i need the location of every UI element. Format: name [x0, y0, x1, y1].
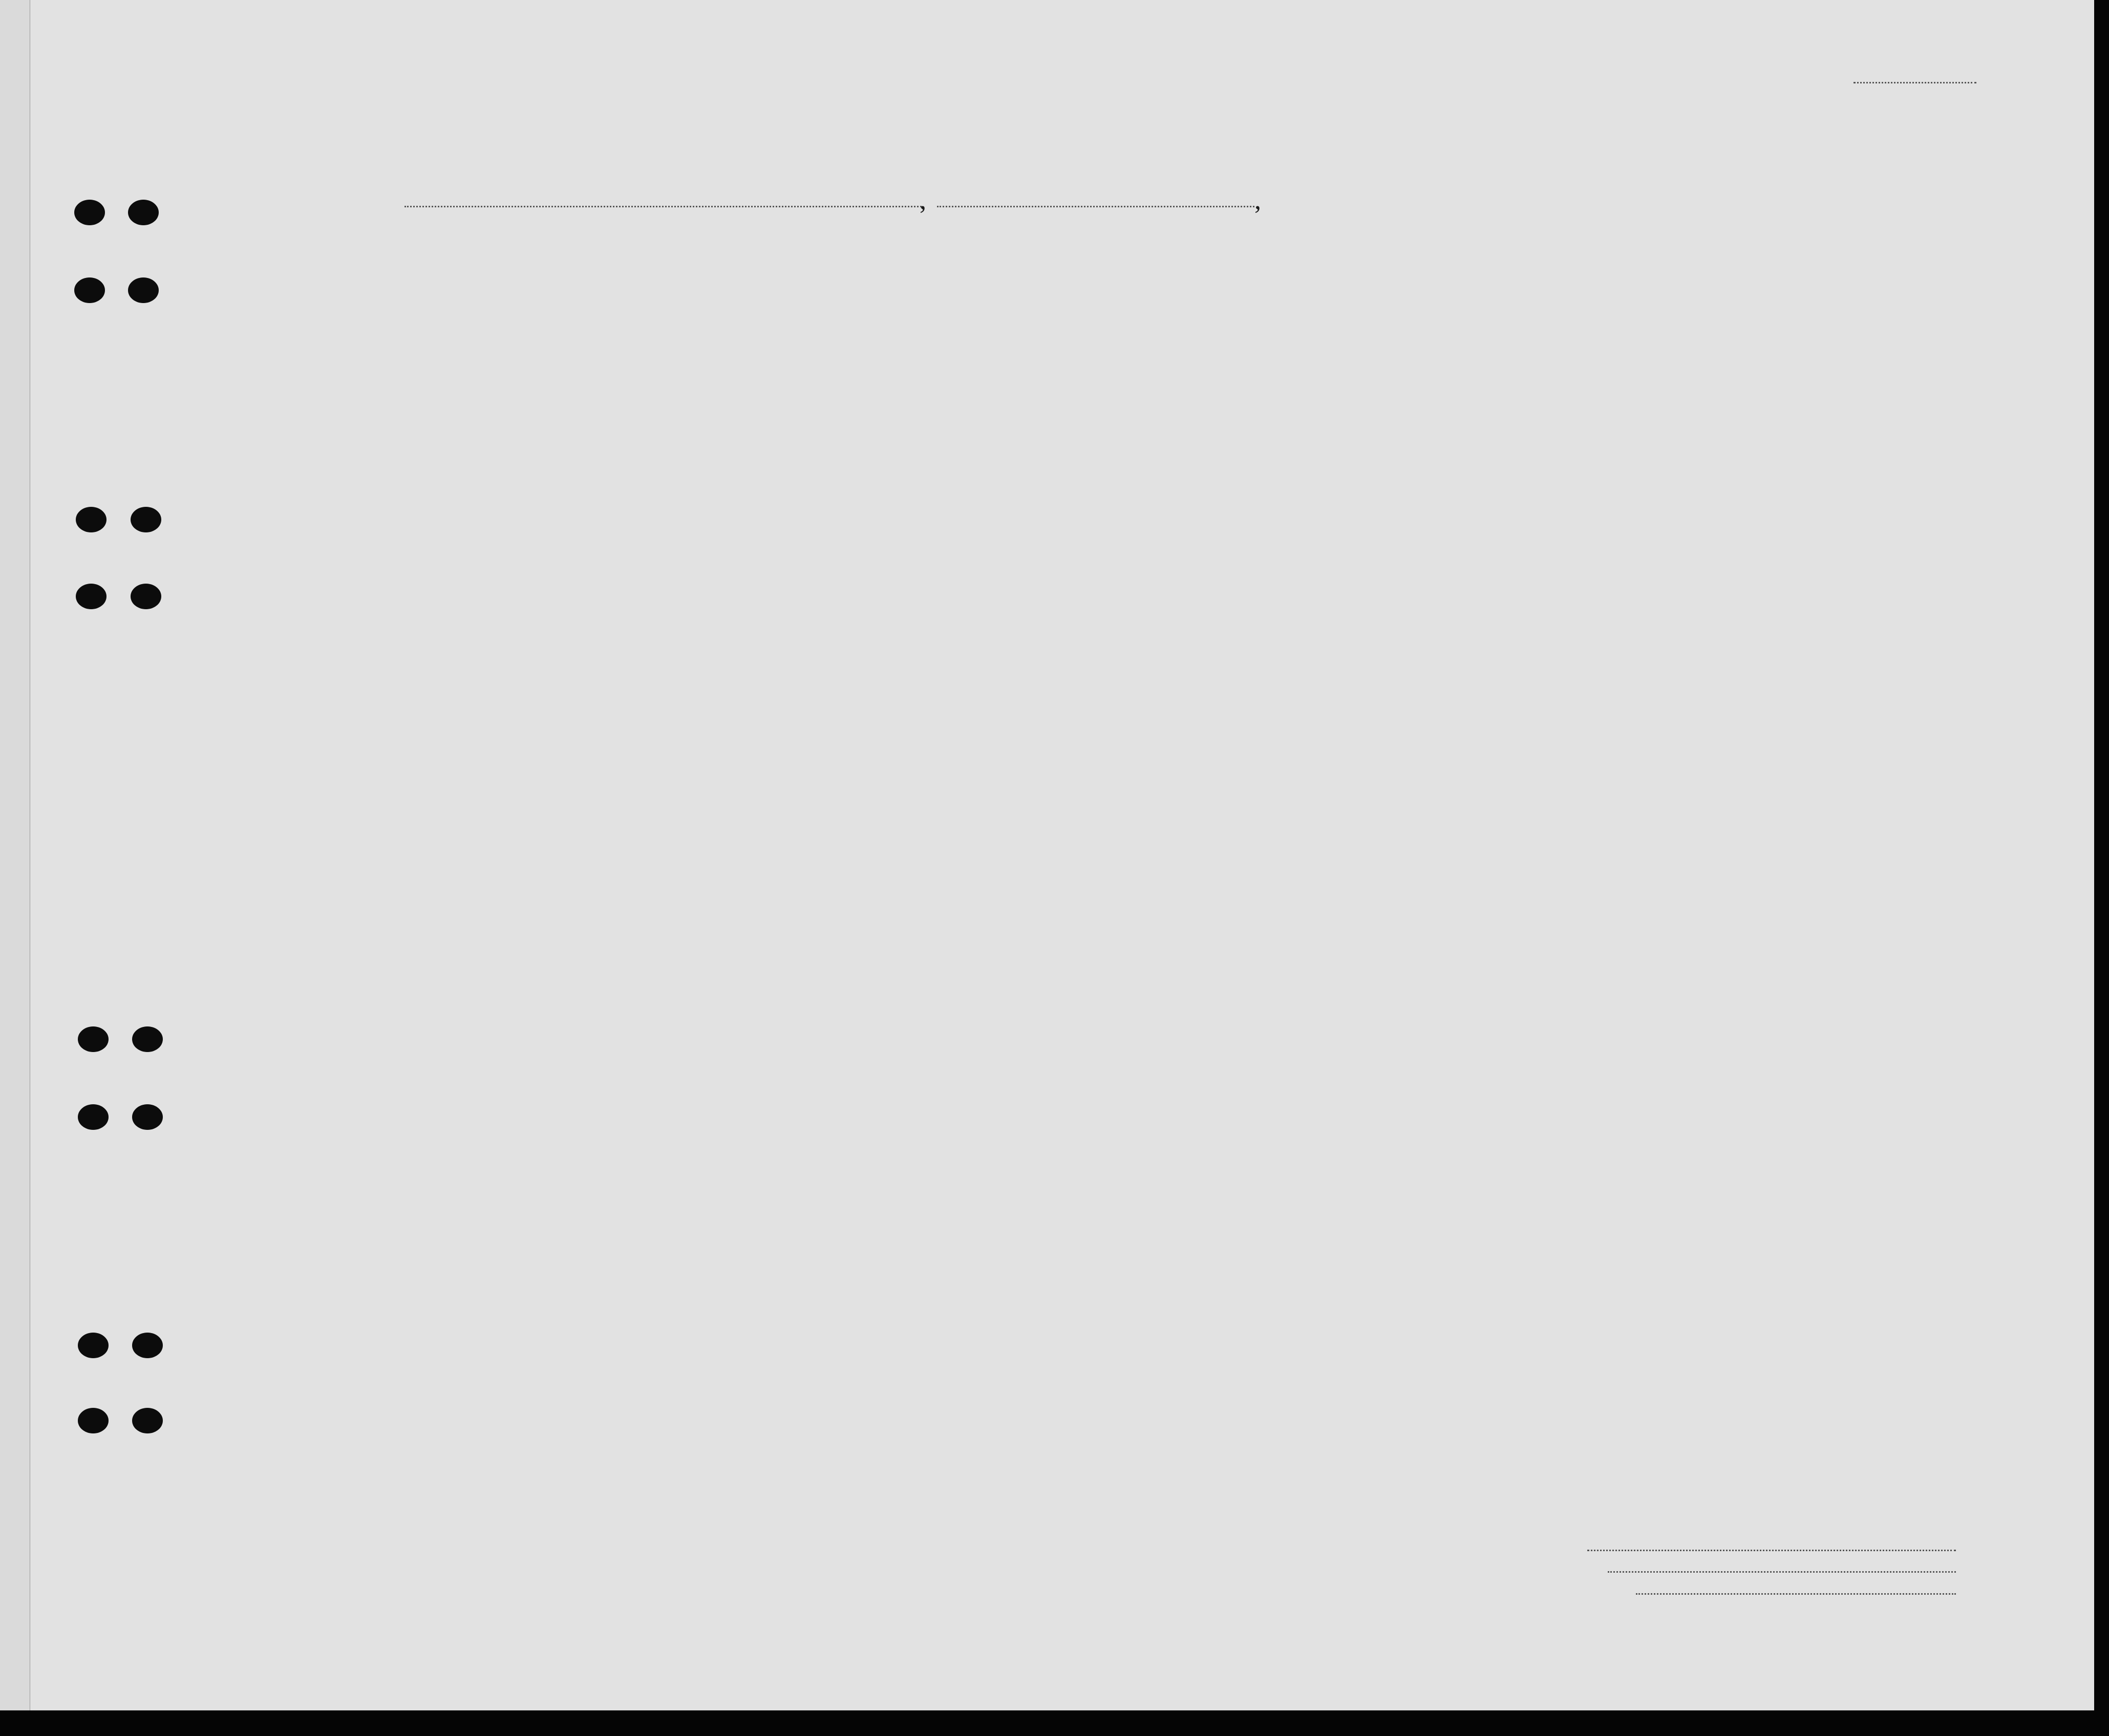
- header-deformed: [1654, 286, 1713, 342]
- owners-field: [1608, 1571, 1956, 1573]
- line-field: [1587, 1550, 1956, 1551]
- header-list-number: [192, 303, 218, 327]
- header-foreign-country: [489, 322, 530, 360]
- header-passage-paid: [681, 291, 771, 314]
- header-health: [1593, 286, 1652, 342]
- header-year: [838, 337, 889, 356]
- local-agents-field: [1636, 1593, 1956, 1595]
- header-ever-before: [804, 266, 988, 278]
- header-nearest-relative: [233, 297, 484, 332]
- header-date-departure: [949, 332, 990, 361]
- comma-1: ,: [920, 186, 926, 215]
- header-complexion: [1761, 310, 1797, 319]
- header-purpose: [1240, 263, 1345, 272]
- header-yes-no: [805, 328, 837, 347]
- header-join-relative: [996, 297, 1237, 332]
- header-usa: [535, 309, 643, 319]
- header-passage-paid-note: [681, 332, 771, 370]
- comma-2: ,: [1254, 186, 1261, 215]
